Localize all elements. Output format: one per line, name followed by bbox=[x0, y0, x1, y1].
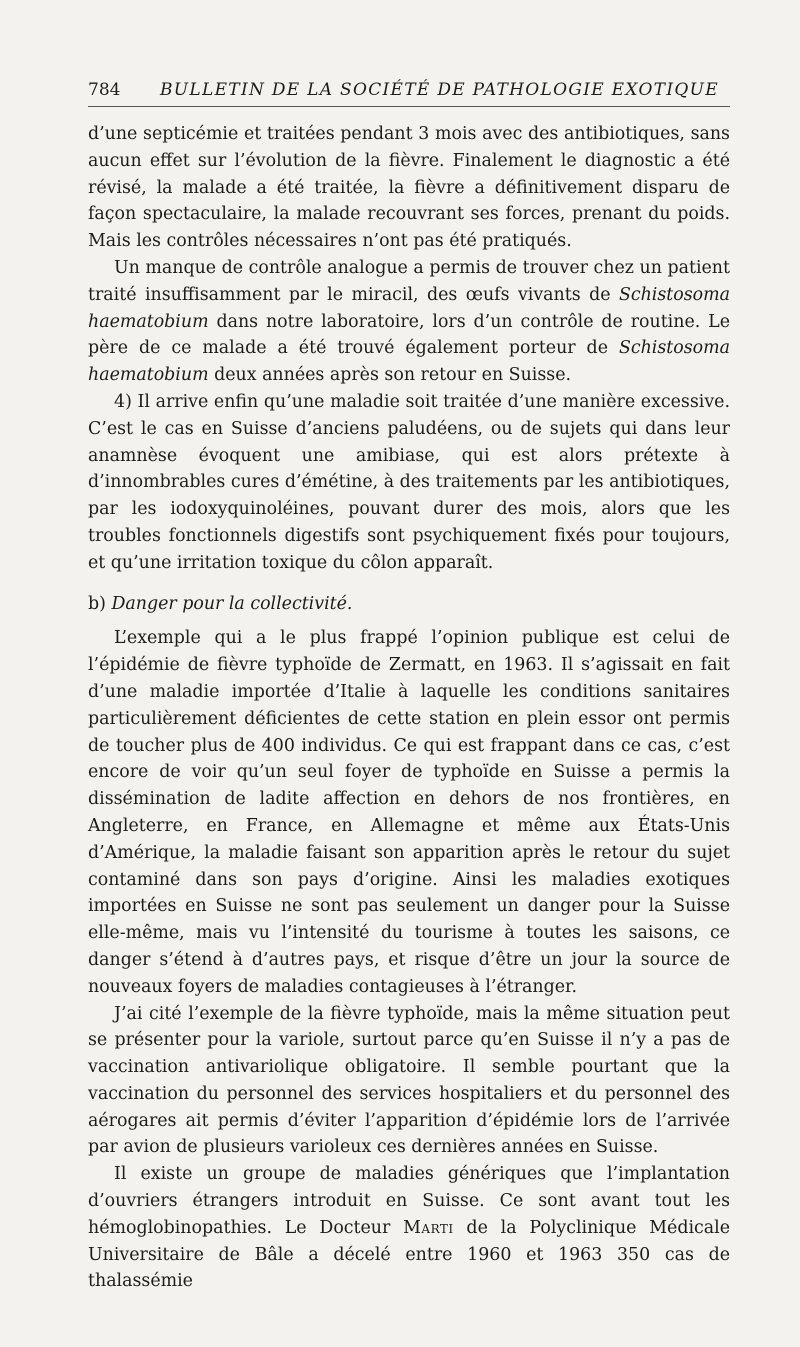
paragraph-1: d’une septicémie et traitées pendant 3 mois avec des antibiotiques, sans aucun effet sur l’évolution de la fièvre. Finalement le diagnostic a été révisé, la malade a été traitée, la fièvre a définitivement disparu de façon spectaculaire, la malade recouvrant ses forces, prenant du poids. Mais les contrôles nécessaires n’ont pas été pratiqués. bbox=[88, 124, 730, 252]
paragraph-2-part-e: deux années après son retour en Suisse. bbox=[208, 365, 572, 386]
document-page bbox=[88, 80, 730, 1295]
section-title: Danger pour la collectivité. bbox=[111, 593, 353, 614]
paragraph-6-part-a: Il existe un groupe de maladies génériques que l’implantation d’ouvriers étrangers introduit en Suisse. Ce sont avant tout les hémoglobinopathies. Le Docteur bbox=[88, 1164, 730, 1238]
paragraph-6-part-b: de la Polyclinique Médicale Universitaire de Bâle a décelé entre 1960 et 1963 350 cas de thalassémie bbox=[88, 1217, 730, 1292]
paragraph-6 bbox=[88, 1161, 730, 1295]
species-name-2: Schistosoma haematobium bbox=[88, 338, 730, 386]
paragraph-2-part-a: Un manque de contrôle analogue a permis de trouver chez un patient traité insuffisamment par le miracil, des œufs vivants de bbox=[88, 257, 730, 305]
running-header bbox=[88, 80, 730, 107]
body-text bbox=[88, 121, 730, 1295]
page-number: 784 bbox=[88, 80, 121, 100]
paragraph-3: 4) Il arrive enfin qu’une maladie soit traitée d’une manière excessive. C’est le cas en Suisse d’anciens paludéens, ou de sujets qui dans leur anamnèse évoquent une amibiase, qui est alors prétexte à d’innombrables cures d’émétine, à des traitements par les antibiotiques, par les iodoxyquinoléines, pouvant durer des mois, alors que les troubles fonctionnels digestifs sont psychiquement fixés pour toujours, et qu’une irritation toxique du côlon apparaît. bbox=[88, 391, 730, 573]
paragraph-2-part-c: dans notre laboratoire, lors d’un contrôle de routine. Le père de ce malade a été trouvé également porteur de bbox=[88, 311, 730, 359]
section-label: b) bbox=[88, 593, 112, 614]
author-name: Marti bbox=[403, 1217, 454, 1238]
paragraph-4: L’exemple qui a le plus frappé l’opinion publique est celui de l’épidémie de fièvre typhoïde de Zermatt, en 1963. Il s’agissait en fait d’une maladie importée d’Italie à laquelle les conditions sanitaires particulièrement déficientes de cette station en plein essor ont permis de toucher plus de 400 individus. Ce qui est frappant dans ce cas, c’est encore de voir qu’un seul foyer de typhoïde en Suisse a permis la dissémination de ladite affection en dehors de nos frontières, en Angleterre, en France, en Allemagne et même aux États-Unis d’Amérique, la maladie faisant son apparition après le retour du sujet contaminé dans son pays d’origine. Ainsi les maladies exotiques importées en Suisse ne sont pas seulement un danger pour la Suisse elle-même, mais vu l’intensité du tourisme à toutes les saisons, ce danger s’étend à d’autres pays, et risque d’être un jour la source de nouveaux foyers de maladies contagieuses à l’étranger. bbox=[88, 628, 730, 997]
section-heading bbox=[88, 591, 730, 618]
paragraph-2 bbox=[88, 255, 730, 389]
species-name-1: Schistosoma haematobium bbox=[88, 284, 730, 332]
journal-title: BULLETIN DE LA SOCIÉTÉ DE PATHOLOGIE EXOTIQUE bbox=[160, 80, 719, 100]
paragraph-5: J’ai cité l’exemple de la fièvre typhoïde, mais la même situation peut se présenter pour la variole, surtout parce qu’en Suisse il n’y a pas de vaccination antivariolique obligatoire. Il semble pourtant que la vaccination du personnel des services hospitaliers et du personnel des aérogares ait permis d’éviter l’apparition d’épidémie lors de l’arrivée par avion de plusieurs varioleux ces dernières années en Suisse. bbox=[88, 1003, 730, 1158]
